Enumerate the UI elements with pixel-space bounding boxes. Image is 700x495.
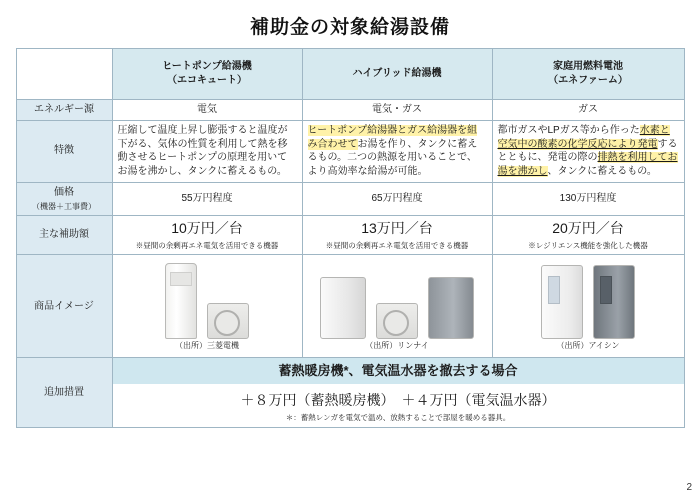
fuelcell-unit-icon <box>541 265 583 339</box>
energy-heatpump: 電気 <box>112 100 302 121</box>
product-image-hybrid-graphic <box>308 261 487 339</box>
subsidy-heatpump-amount: 10万円／台 <box>171 219 243 236</box>
subsidy-hybrid <box>302 215 492 255</box>
table-corner-cell <box>16 49 112 100</box>
fuelcell-tank-icon <box>593 265 635 339</box>
product-image-fuelcell <box>492 255 684 358</box>
column-header-heatpump <box>112 49 302 100</box>
row-label-energy: エネルギー源 <box>16 100 112 121</box>
additional-measure-body: ＋８万円（蓄熱暖房機） ＋４万円（電気温水器） <box>240 392 556 409</box>
hybrid-outdoor-unit-icon <box>376 303 418 339</box>
subsidy-fuelcell-amount: 20万円／台 <box>552 219 624 236</box>
column-header-fuelcell <box>492 49 684 100</box>
feature-fuelcell-highlight1: 水素と空気中の酸素の化学反応により発電 <box>497 124 670 150</box>
feature-fuelcell <box>492 120 684 182</box>
page-number: 2 <box>686 482 692 493</box>
subsidy-hybrid-note: ※昼間の余剰再エネ電気を活用できる機器 <box>325 241 469 251</box>
table-row-subsidy <box>16 215 684 255</box>
table-row-additional <box>16 358 684 428</box>
additional-measure-heading: 蓄熱暖房機*、電気温水器を撤去する場合 <box>113 358 684 384</box>
price-fuelcell: 130万円程度 <box>492 182 684 215</box>
column-header-fuelcell-line1: 家庭用燃料電池 <box>553 61 623 73</box>
table-row-product-image <box>16 255 684 358</box>
table-row-price <box>16 182 684 215</box>
additional-measure-cell <box>112 358 684 428</box>
hybrid-tank-icon <box>320 277 366 339</box>
column-header-hybrid-line1: ハイブリッド給湯機 <box>352 68 442 80</box>
subsidy-heatpump-note: ※昼間の余剰再エネ電気を活用できる機器 <box>135 241 279 251</box>
row-label-subsidy: 主な補助額 <box>16 215 112 255</box>
row-label-additional: 追加措置 <box>16 358 112 428</box>
feature-fuelcell-part2: するとともに、発電の際の <box>497 138 678 164</box>
hybrid-boiler-icon <box>428 277 474 339</box>
column-header-heatpump-line1: ヒートポンプ給湯機 <box>162 61 252 73</box>
subsidy-fuelcell <box>492 215 684 255</box>
feature-hybrid-rest: お湯を作り、タンクに蓄えるもの。二つの熱源を用いることで、より高効率な給湯が可能。 <box>307 138 478 178</box>
row-label-price-main: 価格 <box>54 186 74 198</box>
hot-water-tank-icon <box>165 263 197 339</box>
product-image-hybrid-source: （出所）リンナイ <box>365 341 429 351</box>
feature-hybrid-highlight: ヒートポンプ給湯器とガス給湯器を組み合わせて <box>307 124 478 150</box>
subsidy-fuelcell-note: ※レジリエンス機能を強化した機器 <box>528 241 648 251</box>
feature-hybrid <box>302 120 492 182</box>
table-row-feature <box>16 120 684 182</box>
product-image-fuelcell-graphic <box>498 261 679 339</box>
column-header-fuelcell-line2: （エネファーム） <box>548 75 628 86</box>
feature-fuelcell-highlight2: 排熱を利用してお湯を沸かし <box>497 152 678 178</box>
product-image-heatpump <box>112 255 302 358</box>
feature-fuelcell-part3: 、タンクに蓄えるもの。 <box>547 166 657 178</box>
row-label-price <box>16 182 112 215</box>
column-header-hybrid <box>302 49 492 100</box>
price-heatpump: 55万円程度 <box>112 182 302 215</box>
column-header-heatpump-line2: （エコキュート） <box>167 75 247 86</box>
row-label-price-sub: （機器＋工事費） <box>32 201 96 211</box>
feature-fuelcell-part1: 都市ガスやLPガス等から作った <box>497 124 640 136</box>
page-title: 補助金の対象給湯設備 <box>249 17 450 38</box>
row-label-product-image: 商品イメージ <box>16 255 112 358</box>
heatpump-outdoor-unit-icon <box>207 303 249 339</box>
product-image-heatpump-graphic <box>118 261 297 339</box>
energy-hybrid: 電気・ガス <box>302 100 492 121</box>
price-hybrid: 65万円程度 <box>302 182 492 215</box>
energy-fuelcell: ガス <box>492 100 684 121</box>
product-image-hybrid <box>302 255 492 358</box>
table-header-row <box>16 49 684 100</box>
subsidy-hybrid-amount: 13万円／台 <box>361 219 433 236</box>
product-image-heatpump-source: （出所）三菱電機 <box>175 341 239 351</box>
row-label-feature: 特徴 <box>16 120 112 182</box>
table-row-energy <box>16 100 684 121</box>
subsidy-heatpump <box>112 215 302 255</box>
feature-heatpump: 圧縮して温度上昇し膨張すると温度が下がる、気体の性質を利用して熱を移動させるヒートポンプの原理を用いてお湯を沸かし、タンクに蓄えるもの。 <box>112 120 302 182</box>
product-image-fuelcell-source: （出所）アイシン <box>556 341 620 351</box>
subsidy-equipment-table <box>16 48 685 428</box>
additional-measure-note: ＊：蓄熱レンガを電気で温め、放熱することで部屋を暖める器具。 <box>285 412 511 422</box>
